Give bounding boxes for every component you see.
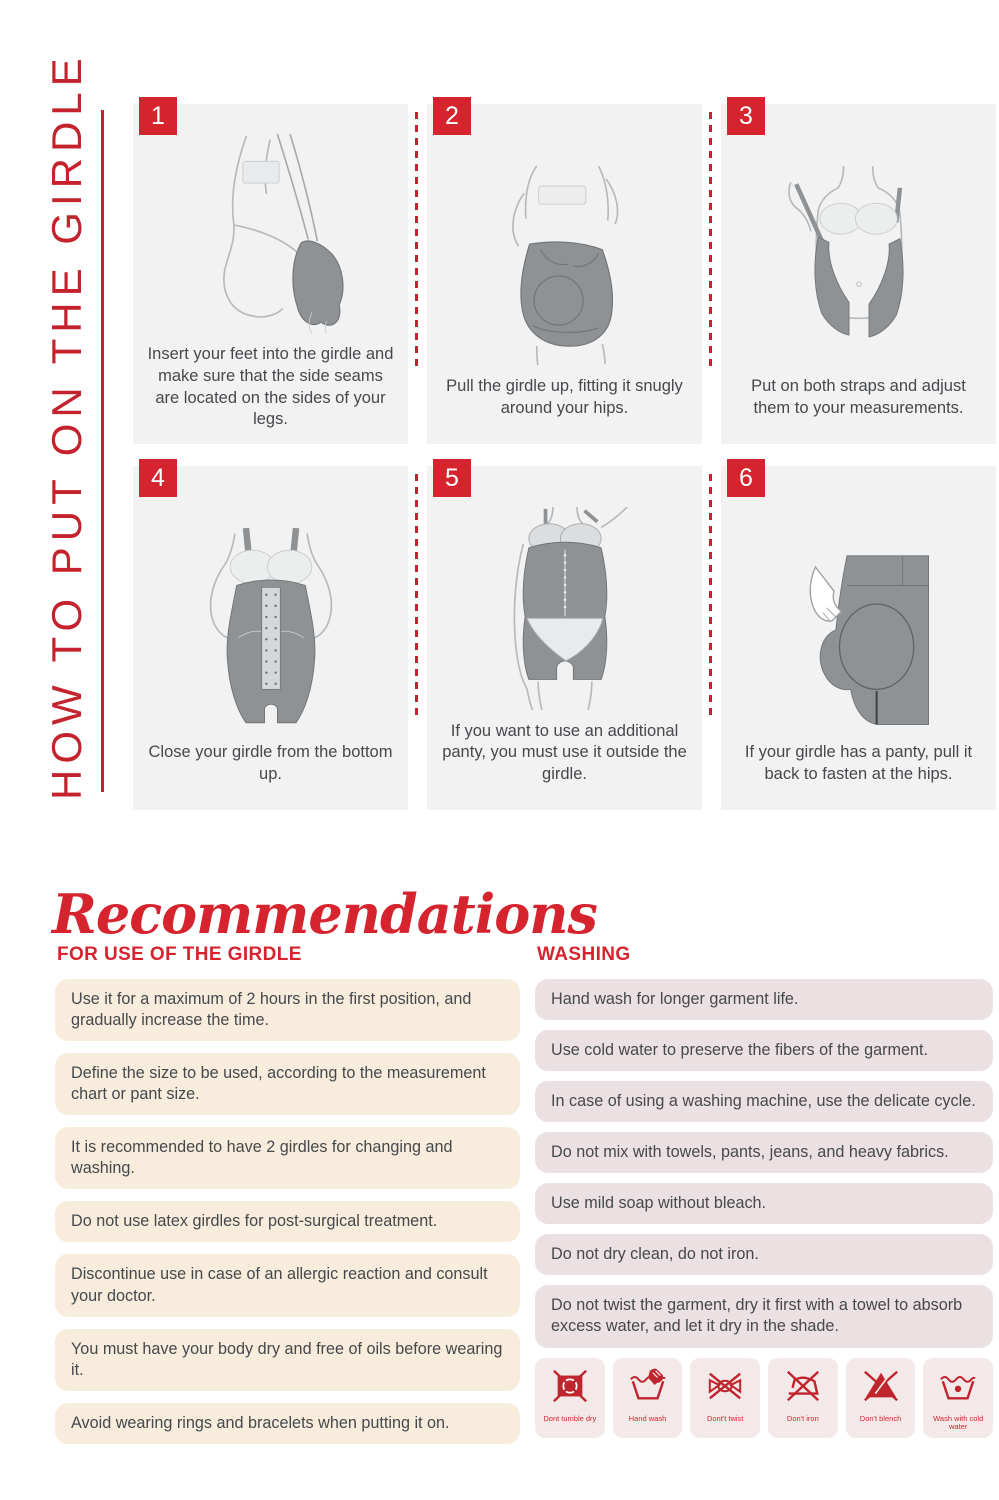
hand-wash-icon: [629, 1367, 667, 1410]
use-item: Do not use latex girdles for post-surgical treatment.: [55, 1201, 520, 1242]
step-panel-1: [133, 101, 408, 444]
step-4-illustration: [133, 463, 408, 732]
step-number-badge: [139, 97, 177, 135]
step-panel-3: [721, 101, 996, 444]
step-number: 5: [445, 463, 459, 492]
care-label: Dont't twist: [706, 1413, 744, 1423]
dashed-separator: [709, 112, 712, 370]
use-item: Avoid wearing rings and bracelets when putting it on.: [55, 1403, 520, 1444]
care-tile-hand-wash: [613, 1358, 683, 1438]
washing-section: [535, 944, 993, 1438]
step-number: 6: [739, 463, 753, 492]
use-item: You must have your body dry and free of oils before wearing it.: [55, 1329, 520, 1391]
step-panel-6: [721, 463, 996, 810]
use-item: Define the size to be used, according to the measurement chart or pant size.: [55, 1053, 520, 1115]
use-section: [55, 944, 520, 1456]
dashed-separator: [415, 112, 418, 370]
step-caption: Insert your feet into the girdle and make sure that the side seams are located on the sides of your legs.: [147, 345, 394, 429]
care-label: Don't blench: [859, 1413, 902, 1423]
step-caption: If you want to use an additional panty, you must use it outside the girdle.: [442, 721, 687, 784]
step-panel-2: [427, 101, 702, 444]
care-tile-dont-bleach: [846, 1358, 916, 1438]
step-number-badge: [727, 97, 765, 135]
step-2-illustration: [427, 101, 702, 366]
dont-twist-icon: [706, 1367, 744, 1410]
page-title: HOW TO PUT ON THE GIRDLE: [43, 52, 90, 800]
step-number: 2: [445, 101, 459, 130]
washing-item: Hand wash for longer garment life.: [535, 979, 993, 1020]
care-symbols-row: [535, 1358, 993, 1438]
care-label: Hand wash: [628, 1413, 667, 1423]
care-tile-dont-tumble-dry: [535, 1358, 605, 1438]
step-number: 1: [151, 101, 165, 130]
care-label: Dont tumble dry: [543, 1413, 597, 1423]
step-panel-5: [427, 463, 702, 810]
title-divider-line: [101, 110, 104, 792]
step-number-badge: [433, 97, 471, 135]
dont-iron-icon: [784, 1367, 822, 1410]
care-label: Don't iron: [786, 1413, 819, 1423]
step-number: 3: [739, 101, 753, 130]
step-caption: Close your girdle from the bottom up.: [148, 743, 393, 784]
care-label: Wash with cold water: [933, 1413, 984, 1432]
step-number-badge: [433, 459, 471, 497]
step-5-illustration: [427, 463, 702, 711]
dont-bleach-icon: [862, 1367, 900, 1410]
care-tile-dont-iron: [768, 1358, 838, 1438]
step-1-illustration: [133, 101, 408, 334]
use-item: It is recommended to have 2 girdles for changing and washing.: [55, 1127, 520, 1189]
use-item: Use it for a maximum of 2 hours in the first position, and gradually increase the time.: [55, 979, 520, 1041]
washing-item: Use cold water to preserve the fibers of the garment.: [535, 1030, 993, 1071]
washing-section-title: WASHING: [537, 944, 631, 965]
use-item: Discontinue use in case of an allergic reaction and consult your doctor.: [55, 1254, 520, 1316]
step-caption: If your girdle has a panty, pull it back to fasten at the hips.: [744, 743, 973, 784]
care-tile-wash-cold-water: [923, 1358, 993, 1438]
dashed-separator: [415, 474, 418, 720]
step-panel-4: [133, 463, 408, 810]
step-3-illustration: [721, 101, 996, 366]
dont-tumble-dry-icon: [551, 1367, 589, 1410]
washing-item: Do not mix with towels, pants, jeans, and heavy fabrics.: [535, 1132, 993, 1173]
wash-cold-water-icon: [939, 1367, 977, 1410]
step-caption: Pull the girdle up, fitting it snugly around your hips.: [446, 377, 683, 418]
care-tile-dont-twist: [690, 1358, 760, 1438]
use-section-title: FOR USE OF THE GIRDLE: [57, 944, 302, 965]
dashed-separator: [709, 474, 712, 720]
step-6-illustration: [721, 463, 996, 732]
recommendations-heading: Recommendations: [52, 882, 597, 947]
step-number-badge: [727, 459, 765, 497]
step-caption: Put on both straps and adjust them to your measurements.: [751, 377, 966, 418]
step-number: 4: [151, 463, 165, 492]
washing-item: Do not twist the garment, dry it first with a towel to absorb excess water, and let it dry in the shade.: [535, 1285, 993, 1347]
washing-item: Use mild soap without bleach.: [535, 1183, 993, 1224]
washing-item: In case of using a washing machine, use the delicate cycle.: [535, 1081, 993, 1122]
step-number-badge: [139, 459, 177, 497]
washing-item: Do not dry clean, do not iron.: [535, 1234, 993, 1275]
